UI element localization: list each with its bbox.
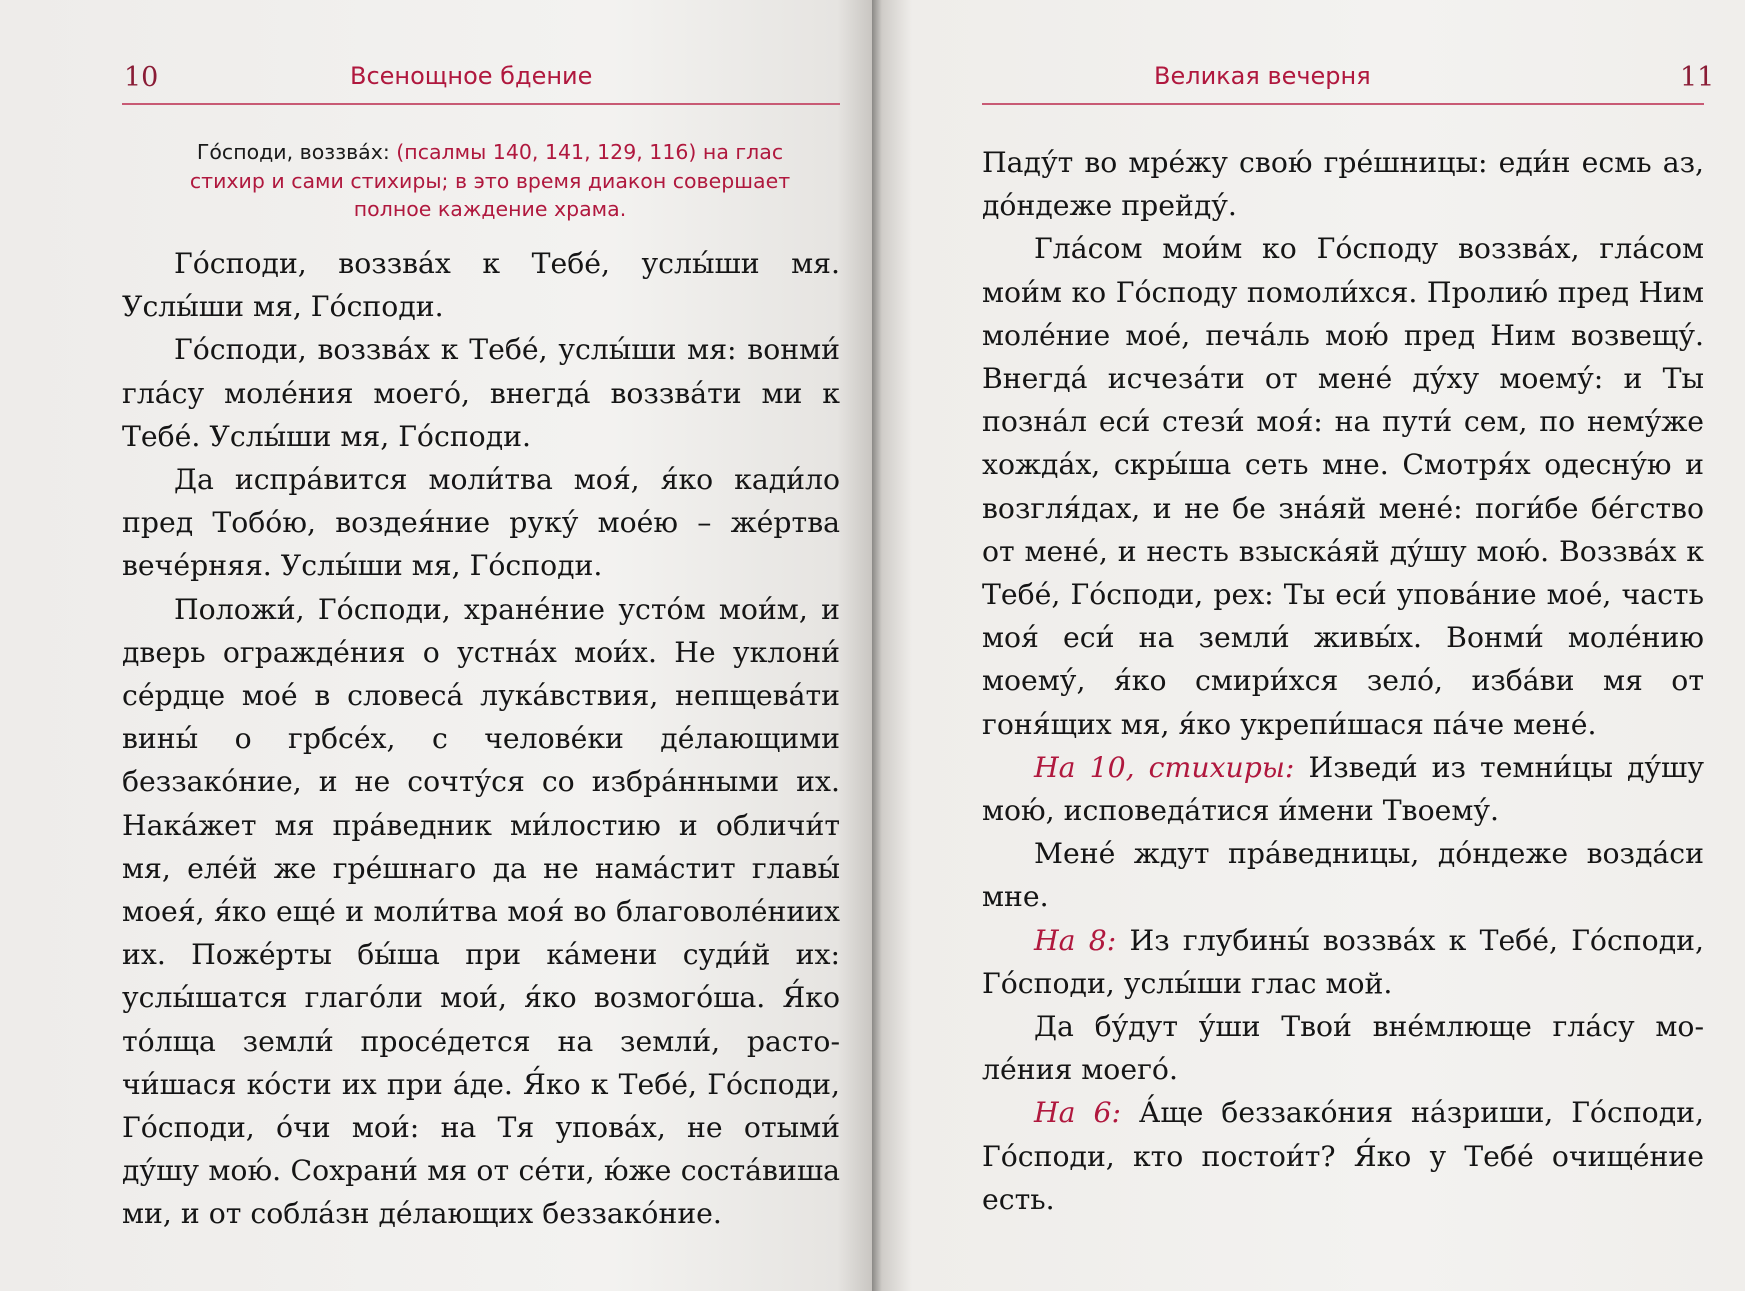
rubric-label: На 10, стихиры:	[1034, 750, 1295, 784]
paragraph: Мене́ ждут пра́ведницы, до́ндеже возда́си мне.	[982, 837, 1704, 914]
rubric-note: (псалмы 140, 141, 129, 116) на глас стихир и сами стихиры; в это время диакон совершает полное каждение храма.	[189, 140, 791, 221]
header-rule-right	[982, 103, 1704, 105]
paragraph: Го́споди, воззва́х к Тебе́, услы́ши мя. Услы́ши мя, Го́споди.	[122, 247, 840, 324]
rubric-label: На 6:	[1034, 1096, 1121, 1130]
paragraph: На 10, стихиры: Изведи́ из темни́цы ду́шу мою́, исповеда́тися и́мени Твоему́.	[982, 750, 1704, 828]
rubric-instruction	[160, 138, 820, 224]
rubric-incipit: Го́споди, воззва́х:	[196, 140, 390, 164]
left-page	[0, 0, 872, 1291]
paragraph: Го́споди, воззва́х к Тебе́, услы́ши мя: вонми́ гла́су моле́ния моего́, внегда́ воззва́ти ми к Тебе́. Услы́ши мя, Го́споди.	[122, 333, 840, 453]
paragraph: Да бу́дут у́ши Твои́ вне́млюще гла́су моле́ния моего́.	[982, 1010, 1704, 1087]
page-number-left: 10	[124, 62, 159, 93]
paragraph: Паду́т во мре́жу свою́ гре́шницы: еди́н есмь аз, до́ндеже прейду́.	[982, 146, 1704, 223]
paragraph: На 8: Из глубины́ воззва́х к Тебе́, Го́споди, Го́споди, услы́ши глас мой.	[982, 923, 1704, 1000]
right-page	[872, 0, 1745, 1291]
left-body-text	[122, 242, 840, 1236]
running-header-left: Всенощное бдение	[350, 62, 593, 90]
rubric-label: На 8:	[1034, 923, 1117, 957]
paragraph: Гла́сом мои́м ко Го́споду воззва́х, гла́сом мои́м ко Го́споду помоли́хся. Пролию́ пред Ним моле́ние мое́, печа́ль мою́ пред Ним возвещу́. Внегда́ исчеза́ти от мене́ ду́ху моему́: и Ты позна́л еси́ стези́ моя́: на пути́ сем, по нему́же хожда́х, скры́ша сеть мне. Смотря́х одесну́ю и возгля́дах, и не бе зна́яй мене́: поги́бе бе́гство от мене́, и несть взыска́яй ду́шу мою́. Воззва́х к Тебе́, Го́споди, рех: Ты еси́ упова́ние мое́, часть моя́ еси́ на земли́ живы́х. Вонми́ моле́нию моему́, я́ко смири́хся зело́, изба́ви мя от гоня́щих мя, я́ко укрепи́шася па́че мене́.	[982, 232, 1704, 741]
right-body-text	[982, 141, 1704, 1221]
paragraph: Да испра́вится моли́тва моя́, я́ко кади́ло пред Тобо́ю, воздея́ние руку́ мое́ю – же́ртва вече́рняя. Услы́ши мя, Го́споди.	[122, 463, 840, 583]
paragraph: На 6: А́ще беззако́ния на́зриши, Го́споди, Го́споди, кто постои́т? Я́ко у Тебе́ очище́ние есть.	[982, 1096, 1704, 1216]
running-header-right: Великая вечерня	[1154, 62, 1371, 90]
header-rule-left	[122, 103, 840, 105]
bleed-through	[140, 150, 148, 190]
page-number-right: 11	[1680, 62, 1715, 93]
paragraph: Положи́, Го́споди, хране́ние усто́м мои́м, и дверь огражде́ния о устна́х мои́х. Не уклони́ се́рдце мое́ в словеса́ лука́вствия, непщева́ти вины́ о грбсе́х, с челове́ки де́лающими беззако́ние, и не сочту́ся со избра́нными их. Нака́жет мя пра́ведник ми́лостию и обличи́т мя, еле́й же гре́шнаго да не нама́стит главы́ моея́, я́ко еще́ и моли́тва моя́ во благоволе́ниих их. Поже́рты бы́ша при ка́мени суди́й их: услы́шатся глаго́ли мои́, я́ко возмого́ша. Я́ко то́лща земли́ просе́дется на земли́, расточи́шася ко́сти их при а́де. Я́ко к Тебе́, Го́споди, Го́споди, о́чи мои́: на Тя упова́х, не отыми́ ду́шу мою́. Сохрани́ мя от се́ти, ю́же соста́виша ми, и от собла́зн де́лающих беззако́ние.	[122, 592, 840, 1231]
